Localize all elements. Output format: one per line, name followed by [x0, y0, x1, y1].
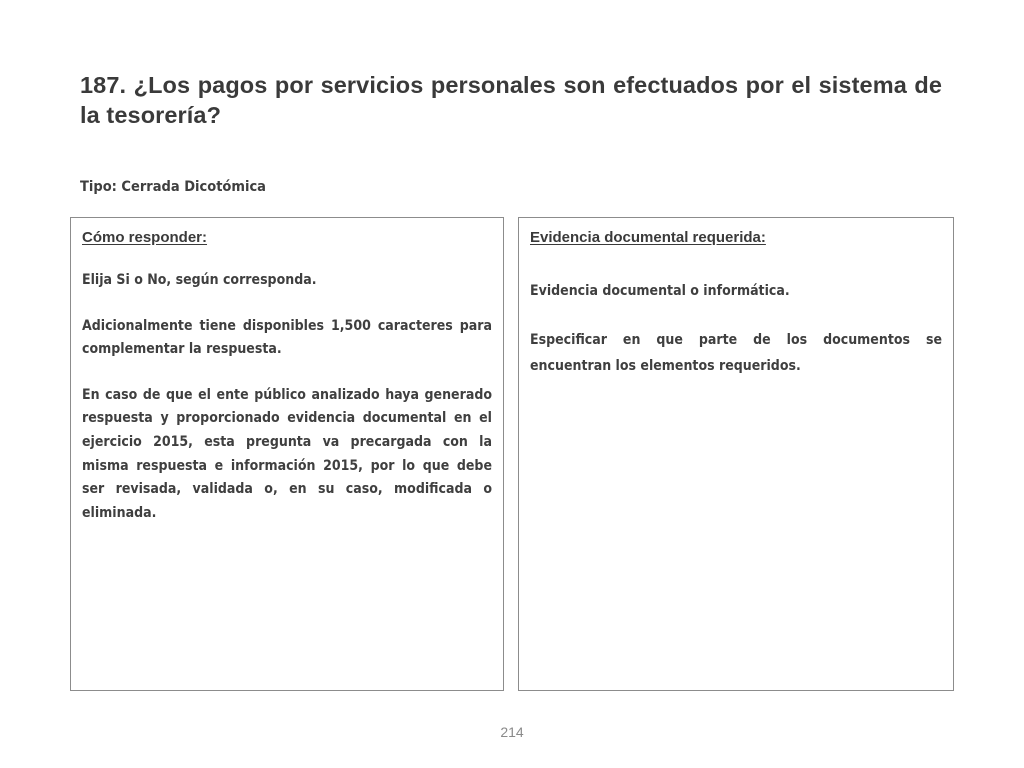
how-to-answer-paragraph: En caso de que el ente público analizado haya generado respuesta y proporcionado evidencia documental en el ejercicio 2015, esta pregunta va precargada con la misma respuesta e información 2015, por lo que debe ser revisada, validada o, en su caso, modificada o eliminada. — [82, 386, 492, 521]
how-to-answer-paragraph: Elija Si o No, según corresponda. — [82, 272, 317, 288]
evidence-heading: Evidencia documental requerida: — [530, 229, 766, 246]
how-to-answer-heading: Cómo responder: — [82, 229, 208, 246]
evidence-paragraph: Evidencia documental o informática. — [530, 283, 790, 299]
evidence-panel — [518, 217, 954, 691]
question-title: 187. ¿Los pagos por servicios personales son efectuados por el sistema de la tesorería? — [80, 72, 942, 128]
question-type: Tipo: Cerrada Dicotómica — [80, 179, 266, 195]
evidence-paragraph: Especificar en que parte de los documentos se encuentran los elementos requeridos. — [530, 332, 942, 374]
page-number: 214 — [500, 724, 524, 740]
how-to-answer-paragraph: Adicionalmente tiene disponibles 1,500 caracteres para complementar la respuesta. — [82, 317, 492, 358]
how-to-answer-panel — [70, 217, 504, 691]
